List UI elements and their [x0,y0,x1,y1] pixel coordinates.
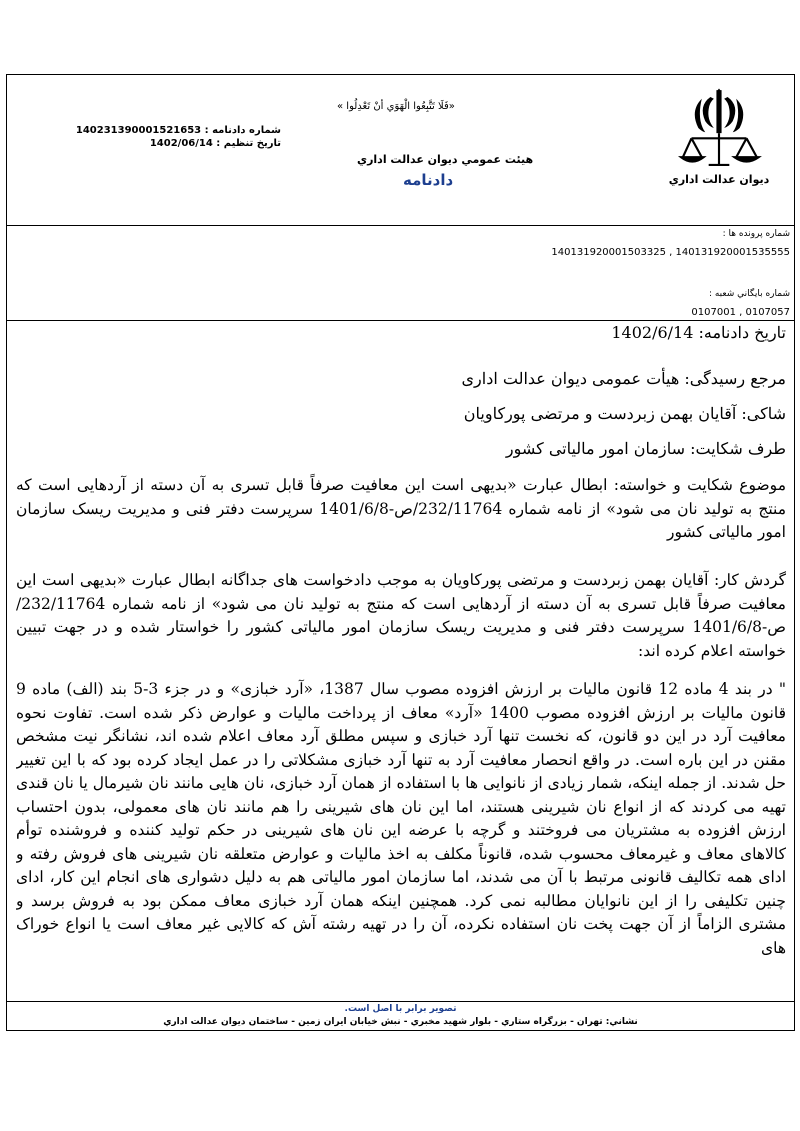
file-numbers: 140131920001503325 , 140131920001535555 [551,247,790,258]
body-title: هيئت عمومي ديوان عدالت اداري [357,153,534,166]
defendant: طرف شکایت: سازمان امور مالیاتی کشور [505,439,786,458]
quran-verse: «فَلَا تَتَّبِعُوا الْهَوَي أنْ تَعْدِلُوا » [337,101,455,112]
court-address: نشاني: تهران - بزرگراه ستاري - بلوار شهيد مخبري - نبش خيابان ايران زمين - ساختمان ديوان عدالت اداري [163,1017,638,1027]
judgment-number-label: شماره دادنامه : [204,125,281,136]
court-name: ديوان عدالت اداري [668,173,770,186]
procedure-text: گردش کار: آقایان بهمن زبردست و مرتضی پورکاویان به موجب دادخواست های جداگانه ابطال عبارت «بدیهی است این معافیت صرفاً قابل تسری به آن دسته از آردهایی است که منتج به تولید نان می شود» از نامه شماره 232/11764/ص-1401/6/8 سرپرست دفتر فنی و مدیریت ریسک سازمان امور مالیاتی کشور را خواستار شده و در جهت تبیین خواسته اعلام کرده اند: [16,571,786,660]
judgment-number-line [75,125,281,136]
issue-date-label: تاريخ تنظيم : [216,138,281,149]
court-emblem [664,85,774,197]
archive-numbers: 0107001 , 0107057 [691,307,790,318]
procedure-paragraph [16,569,786,663]
doc-type-title: دادنامه [403,171,454,189]
issue-date-line [75,138,281,149]
complaint-subject-text: موضوع شکایت و خواسته: ابطال عبارت «بدیهی است این معافیت صرفاً قابل تسری به آن دسته از آردهایی است که منتج به تولید نان می شود» از نامه شماره 232/11764/ص-1401/6/8 سرپرست دفتر فنی و مدیریت ریسک سازمان امور مالیاتی کشور [16,476,786,541]
file-numbers-label: شماره پرونده ها : [722,229,790,239]
complaint-subject [16,474,786,545]
judgment-number: 140231390001521653 [75,125,202,136]
plaintiff: شاکی: آقایان بهمن زبردست و مرتضی پورکاویان [463,404,786,423]
iran-emblem-icon [676,85,762,171]
issue-date: 1402/06/14 [149,138,213,149]
judgment-date: تاریخ دادنامه: 1402/6/14 [611,323,786,342]
reviewing-authority: مرجع رسیدگی: هیأت عمومی دیوان عدالت اداری [461,369,786,388]
quote-text: " در بند 4 ماده 12 قانون مالیات بر ارزش افزوده مصوب سال 1387، «آرد خبازی» و در جزء 3-5 بند (الف) ماده 9 قانون مالیات بر ارزش افزوده مصوب 1400 «آرد» معاف از پرداخت مالیات و عوارض ذکر شده است. تفاوت نحوه معافیت آرد در این دو قانون، که نخست تنها آرد خبازی و سپس مطلق آرد معاف اعلام شده اند، نشانگر نیت مشخص مقنن در این باره است. در واقع انحصار معافیت آرد به تنها آرد خبازی مشکلاتی را در عمل ایجاد کرده بود که با این تغییر حل شدند. از جمله اینکه، شمار زیادی از نانوایی ها با استفاده از همان آرد خبازی، نان هایی مانند نان شیرمال یا نان قندی تهیه می کردند که از انواع نان شیرینی هستند، اما این نان های شیرینی را هم مانند نان های معمولی، بدون احتساب ارزش افزوده به مشتریان می فروختند و گرچه با عرضه این نان های شیرینی در حکم تولید کننده و فروشنده توأم کالاهای معاف و غیرمعاف محسوب شده، قانوناً مکلف به اخذ مالیات و عوارض متعلقه نان شیرینی های فروش رفته و ادای همه تکالیف قانونی مرتبط با آن می شدند، اما سازمان امور مالیاتی هم به دلیل دشواری های انجام این کار، ادای چنین تکلیفی را از این نانوایان مطالبه نمی کرد. همچنین اینکه همان آرد خبازی معاف ممکن بود به فروش برسد و مشتری الزاماً از آن جهت پخت نان استفاده نکرده، آن را در تهیه رشته آش که کالایی غیر معاف است یا انواع خوراک های [16,680,786,957]
certified-copy-note: تصوير برابر با اصل است. [344,1004,457,1014]
document-frame [6,74,795,1031]
divider [7,225,794,226]
divider [7,320,794,321]
archive-label: شماره بايگاني شعبه : [708,289,790,299]
quote-paragraph [16,678,786,998]
divider [7,1001,794,1002]
